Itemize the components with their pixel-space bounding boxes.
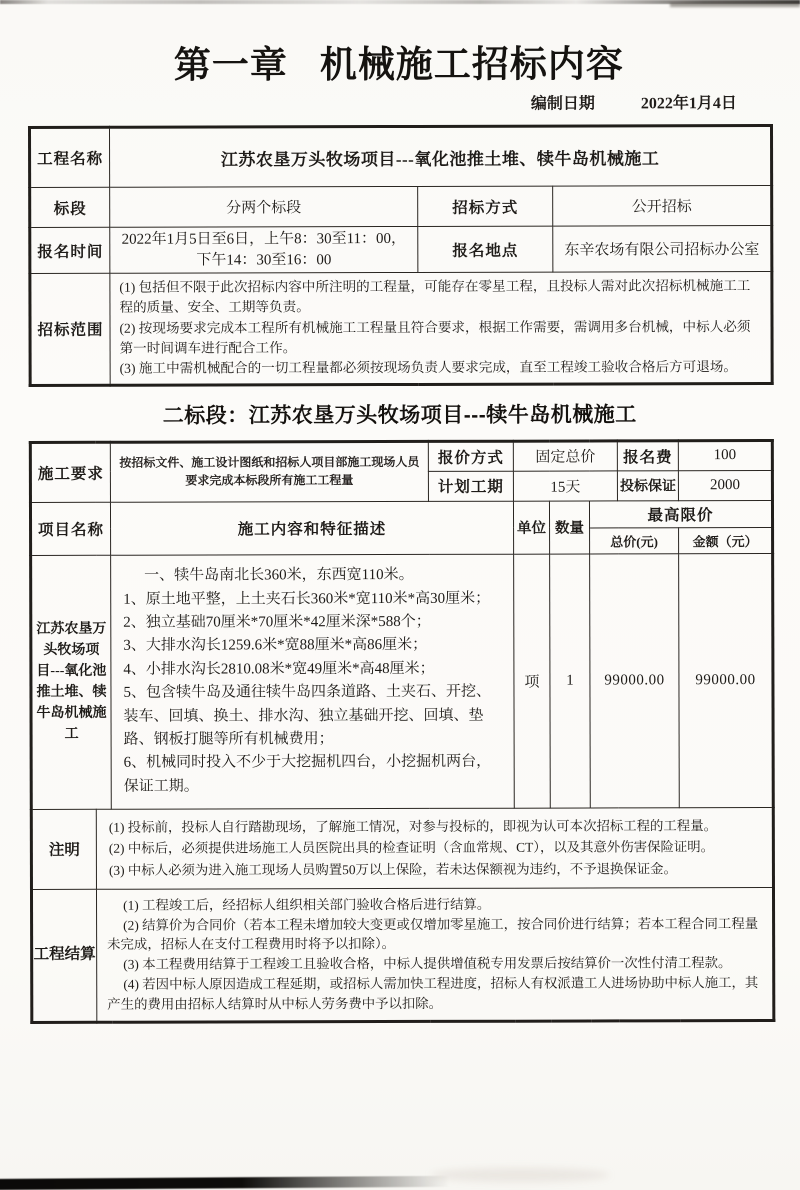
quote-method-label: 报价方式	[428, 441, 513, 471]
description-item: 5、包含犊牛岛及通往犊牛岛四条道路、土夹石、开挖、装车、回填、换土、排水沟、独立基础开挖、回填、垫路、钢板打腿等所有机械费用；	[123, 683, 492, 748]
item-total-price: 99000.00	[590, 553, 680, 807]
note-label: 注明	[31, 809, 96, 889]
settlement-item: (4) 若因中标人原因造成工程延期，或招标人需加快工程进度，招标人有权派遣工人进场协助中标人施工，其产生的费用由招标人结算时从中标人劳务费中予以扣除。	[107, 975, 759, 1012]
registration-fee-value: 100	[678, 440, 772, 470]
date-value: 2022年1月4日	[640, 95, 737, 113]
registration-fee-label: 报名费	[617, 440, 678, 470]
bid-bond-value: 2000	[678, 470, 772, 500]
quote-method-value: 固定总价	[513, 441, 617, 471]
bid-scope-label: 招标范围	[30, 273, 110, 385]
item-description	[111, 554, 515, 809]
duration-label: 计划工期	[428, 471, 513, 501]
scope-item: (2) 按现场要求完成本工程所有机械施工工程量且符合要求，根据工作需要，需调用多台机械，中标人必须第一时间调车进行配合工作。	[119, 318, 751, 356]
registration-place-label: 报名地点	[418, 226, 553, 272]
column-header-total-price: 总价(元)	[590, 527, 679, 553]
column-header-quantity: 数量	[549, 501, 589, 554]
registration-time-label: 报名时间	[30, 228, 110, 274]
project-name-value: 江苏农垦万头牧场项目---氧化池推土堆、犊牛岛机械施工	[109, 126, 771, 188]
chapter-title-text: 机械施工招标内容	[319, 43, 624, 86]
bid-method-value: 公开招标	[553, 186, 772, 227]
general-info-table	[28, 124, 774, 386]
project-name-label: 工程名称	[29, 128, 109, 188]
column-header-max-price: 最高限价	[589, 500, 772, 527]
settlement-row	[31, 887, 773, 1022]
item-unit: 项	[514, 554, 551, 808]
scan-artifact-bottom-band	[0, 1175, 550, 1190]
description-item: 3、大排水沟长1259.6米*宽88厘米*高86厘米；	[123, 637, 428, 655]
column-header-project: 项目名称	[30, 502, 110, 555]
duration-value: 15天	[513, 471, 617, 501]
registration-place-value: 东辛农场有限公司招标办公室	[553, 226, 772, 272]
item-row	[31, 553, 774, 809]
section-value: 分两个标段	[110, 187, 418, 228]
section-two-table	[29, 439, 776, 1024]
table-row	[29, 126, 771, 188]
date-line	[0, 90, 799, 115]
note-row	[31, 807, 773, 889]
item-project-name: 江苏农垦万头牧场项目---氧化池推土堆、犊牛岛机械施工	[31, 555, 112, 809]
scope-item: (1) 包括但不限于此次招标内容中所注明的工程量，可能存在零星工程，且投标人需对此次招标机械施工工程的质量、安全、工期等负责。	[119, 277, 751, 315]
description-item: 2、独立基础70厘米*70厘米*42厘米深*588个；	[123, 613, 431, 631]
section-label: 标段	[30, 188, 110, 228]
item-amount: 99000.00	[679, 553, 774, 807]
description-item: 6、机械同时投入不少于大挖掘机四台，小挖掘机两台，保证工期。	[123, 754, 492, 795]
table-row	[30, 271, 772, 385]
column-header-amount: 金额（元）	[679, 527, 773, 553]
settlement-item: (2) 结算价为合同价（若本工程未增加较大变更或仅增加零星施工，按合同价进行结算；若本工程合同工程量未完成，招标人在支付工程费用时将予以扣除）。	[107, 915, 759, 953]
note-item: (1) 投标前，投标人自行踏勘现场，了解施工情况，对参与投标的，即视为认可本次招标工程的工程量。	[108, 817, 717, 835]
bid-method-label: 招标方式	[418, 186, 553, 226]
construction-req-label: 施工要求	[30, 442, 110, 502]
description-item: 4、小排水沟长2810.08米*宽49厘米*高48厘米；	[123, 660, 435, 678]
scan-artifact-shadow	[430, 1168, 610, 1182]
table-header-row	[30, 500, 772, 529]
note-item: (3) 中标人必须为进入施工现场人员购置50万以上保险，若未达保额视为违约，不予退换保证金。	[108, 861, 677, 878]
note-value	[96, 807, 773, 889]
page-title	[0, 41, 799, 89]
item-quantity: 1	[550, 554, 591, 808]
chapter-number: 第一章	[173, 44, 288, 86]
settlement-value	[96, 887, 773, 1022]
description-intro: 一、犊牛岛南北长360米，东西宽110米。	[144, 567, 414, 584]
description-item: 1、原土地平整，上土夹石长360米*宽110米*高30厘米；	[123, 590, 491, 608]
settlement-item: (1) 工程竣工后，经招标人组织相关部门验收合格后进行结算。	[123, 896, 491, 913]
table-row	[30, 226, 772, 273]
construction-req-value: 按招标文件、施工设计图纸和招标人项目部施工现场人员要求完成本标段所有施工工程量	[110, 441, 428, 502]
settlement-item: (3) 本工程费用结算于工程竣工且验收合格，中标人提供增值税专用发票后按结算价一次性付清工程款。	[123, 955, 732, 972]
date-label: 编制日期	[530, 95, 595, 113]
column-header-description: 施工内容和特征描述	[110, 501, 513, 555]
note-item: (2) 中标后，必须提供进场施工人员医院出具的检查证明（含血常规、CT），以及其意外伤害保险证明。	[108, 839, 715, 857]
table-row	[30, 186, 772, 228]
table-row	[30, 440, 772, 472]
settlement-label: 工程结算	[31, 889, 96, 1022]
registration-time-value: 2022年1月5日至6日，上午8：30至11：00，下午14：30至16：00	[110, 227, 418, 273]
bid-scope-value	[110, 271, 772, 385]
column-header-unit: 单位	[513, 501, 549, 554]
bid-bond-label: 投标保证	[617, 470, 678, 500]
scope-item: (3) 施工中需机械配合的一切工程量都必须按现场负责人要求完成，直至工程竣工验收合格后方可退场。	[119, 359, 738, 377]
section-two-heading: 二标段：江苏农垦万头牧场项目---犊牛岛机械施工	[162, 403, 637, 428]
